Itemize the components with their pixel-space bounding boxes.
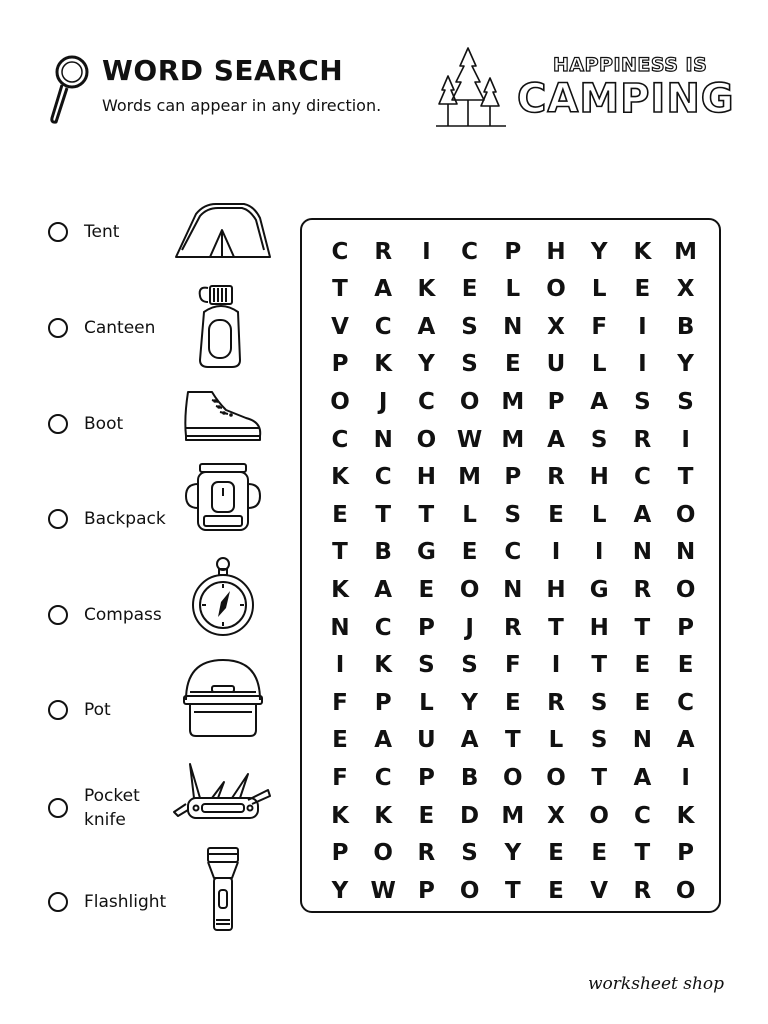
word-label: Pocket knife bbox=[84, 786, 140, 830]
grid-cell[interactable]: T bbox=[375, 501, 392, 528]
grid-cell[interactable]: P bbox=[677, 840, 695, 867]
word-item-flashlight bbox=[48, 882, 166, 922]
grid-cell[interactable]: Y bbox=[331, 877, 349, 904]
word-item-canteen bbox=[48, 308, 155, 348]
grid-cell[interactable]: T bbox=[332, 539, 348, 566]
grid-cell[interactable]: M bbox=[674, 238, 698, 265]
word-label: Canteen bbox=[84, 318, 156, 338]
grid-cell[interactable]: V bbox=[590, 877, 609, 904]
grid-cell[interactable]: A bbox=[590, 388, 609, 415]
grid-cell[interactable]: K bbox=[331, 464, 349, 491]
grid-cell[interactable]: Y bbox=[461, 689, 478, 716]
grid-cell[interactable]: N bbox=[373, 426, 393, 453]
grid-cell[interactable]: L bbox=[505, 276, 521, 303]
grid-cell[interactable]: X bbox=[547, 802, 565, 829]
word-item-compass bbox=[48, 595, 162, 635]
grid-cell[interactable]: J bbox=[465, 614, 474, 641]
grid-cell[interactable]: S bbox=[461, 840, 478, 867]
grid-cell[interactable]: O bbox=[675, 877, 696, 904]
grid-cell[interactable]: F bbox=[332, 764, 348, 791]
grid-cell[interactable]: T bbox=[677, 464, 694, 491]
grid-cell[interactable]: T bbox=[591, 652, 608, 679]
grid-cell[interactable]: O bbox=[330, 388, 350, 415]
grid-cell[interactable]: P bbox=[374, 689, 392, 716]
grid-cell[interactable]: P bbox=[547, 388, 565, 415]
grid-cell[interactable]: H bbox=[589, 614, 609, 641]
grid-cell[interactable]: C bbox=[633, 802, 651, 829]
grid-cell[interactable]: M bbox=[501, 426, 525, 453]
grid-cell[interactable]: F bbox=[591, 313, 608, 340]
grid-cell[interactable]: R bbox=[503, 614, 522, 641]
grid-cell[interactable]: S bbox=[677, 388, 694, 415]
word-label: Compass bbox=[84, 605, 162, 625]
grid-cell[interactable]: O bbox=[546, 276, 566, 303]
grid-cell[interactable]: T bbox=[418, 501, 435, 528]
grid-cell[interactable]: I bbox=[638, 313, 647, 340]
grid-cell[interactable]: E bbox=[504, 689, 521, 716]
grid-cell[interactable]: E bbox=[332, 727, 348, 754]
word-item-pocket-knife bbox=[48, 780, 140, 836]
grid-cell[interactable]: K bbox=[331, 802, 349, 829]
grid-cell[interactable]: T bbox=[591, 764, 608, 791]
grid-cell[interactable]: L bbox=[419, 689, 434, 716]
grid-cell[interactable]: X bbox=[676, 276, 695, 303]
grid-cell[interactable]: B bbox=[676, 313, 695, 340]
grid-cell[interactable]: G bbox=[416, 539, 436, 566]
grid-cell[interactable]: P bbox=[504, 464, 522, 491]
grid-cell[interactable]: K bbox=[331, 576, 349, 603]
grid-cell[interactable]: A bbox=[460, 727, 479, 754]
grid-cell[interactable]: A bbox=[374, 576, 393, 603]
grid-cell[interactable]: S bbox=[634, 388, 651, 415]
grid-cell[interactable]: S bbox=[461, 652, 478, 679]
grid-cell[interactable]: K bbox=[374, 652, 393, 679]
word-item-backpack bbox=[48, 499, 166, 539]
grid-cell[interactable]: R bbox=[633, 877, 652, 904]
flashlight-icon bbox=[206, 846, 240, 934]
word-checkbox[interactable] bbox=[48, 509, 68, 529]
grid-cell[interactable]: J bbox=[378, 388, 388, 415]
grid-cell[interactable]: C bbox=[504, 539, 522, 566]
grid-cell[interactable]: E bbox=[418, 802, 435, 829]
grid-cell[interactable]: S bbox=[504, 501, 522, 528]
grid-cell[interactable]: T bbox=[634, 840, 651, 867]
grid-cell[interactable]: S bbox=[590, 727, 608, 754]
grid-cell[interactable]: R bbox=[547, 464, 565, 491]
word-label: Tent bbox=[84, 222, 120, 242]
grid-cell[interactable]: E bbox=[548, 877, 564, 904]
pot-icon bbox=[182, 656, 264, 742]
grid-cell[interactable]: P bbox=[417, 877, 435, 904]
grid-cell[interactable]: S bbox=[461, 351, 478, 378]
grid-cell[interactable]: C bbox=[374, 764, 392, 791]
grid-cell[interactable]: E bbox=[677, 652, 694, 679]
grid-cell[interactable]: N bbox=[632, 539, 653, 566]
grid-cell[interactable]: S bbox=[418, 652, 435, 679]
grid-cell[interactable]: D bbox=[460, 802, 480, 829]
grid-cell[interactable]: E bbox=[504, 351, 521, 378]
page-title: WORD SEARCH bbox=[102, 54, 344, 87]
grid-cell[interactable]: N bbox=[503, 313, 523, 340]
grid-cell[interactable]: C bbox=[331, 426, 349, 453]
grid-cell[interactable]: B bbox=[374, 539, 392, 566]
grid-cell[interactable]: X bbox=[547, 313, 565, 340]
grid-cell[interactable]: R bbox=[374, 238, 393, 265]
grid-cell[interactable]: C bbox=[677, 689, 695, 716]
word-checkbox[interactable] bbox=[48, 798, 68, 818]
grid-cell[interactable]: H bbox=[589, 464, 609, 491]
grid-cell[interactable]: C bbox=[417, 388, 435, 415]
grid-cell[interactable]: P bbox=[677, 614, 695, 641]
brand-signature: worksheet shop bbox=[588, 974, 725, 994]
grid-cell[interactable]: C bbox=[331, 238, 349, 265]
grid-cell[interactable]: O bbox=[416, 426, 437, 453]
grid-cell[interactable]: N bbox=[632, 727, 653, 754]
grid-cell[interactable]: E bbox=[461, 276, 478, 303]
grid-cell[interactable]: M bbox=[501, 802, 525, 829]
grid-cell[interactable]: I bbox=[422, 238, 431, 265]
grid-cell[interactable]: I bbox=[335, 652, 345, 679]
grid-cell[interactable]: P bbox=[331, 840, 349, 867]
grid-cell[interactable]: A bbox=[374, 727, 393, 754]
grid-cell[interactable]: K bbox=[633, 238, 652, 265]
grid-cell[interactable]: U bbox=[546, 351, 566, 378]
grid-cell[interactable]: I bbox=[681, 764, 690, 791]
boot-icon bbox=[182, 388, 264, 444]
grid-cell[interactable]: A bbox=[633, 501, 652, 528]
grid-cell[interactable]: I bbox=[638, 351, 647, 378]
grid-cell[interactable]: R bbox=[633, 426, 652, 453]
grid-cell[interactable]: A bbox=[374, 276, 393, 303]
badge-line-happiness: HAPPINESS IS bbox=[553, 54, 708, 76]
grid-cell[interactable]: T bbox=[548, 614, 564, 641]
grid-cell[interactable]: H bbox=[546, 576, 566, 603]
grid-cell[interactable]: I bbox=[551, 539, 561, 566]
compass-icon bbox=[190, 555, 256, 637]
grid-cell[interactable]: S bbox=[590, 426, 608, 453]
grid-cell[interactable]: F bbox=[504, 652, 521, 679]
grid-cell[interactable]: E bbox=[634, 652, 651, 679]
grid-cell[interactable]: L bbox=[591, 351, 607, 378]
word-item-tent bbox=[48, 212, 119, 252]
grid-cell[interactable]: T bbox=[634, 614, 651, 641]
grid-cell[interactable]: K bbox=[374, 802, 393, 829]
grid-cell[interactable]: O bbox=[459, 576, 480, 603]
grid-cell[interactable]: L bbox=[548, 727, 564, 754]
grid-cell[interactable]: H bbox=[546, 238, 566, 265]
grid-cell[interactable]: H bbox=[416, 464, 437, 491]
word-label: Boot bbox=[84, 414, 124, 434]
grid-cell[interactable]: I bbox=[594, 539, 604, 566]
canteen-icon bbox=[194, 282, 244, 370]
grid-cell[interactable]: L bbox=[462, 501, 477, 528]
word-checkbox[interactable] bbox=[48, 222, 68, 242]
word-checkbox[interactable] bbox=[48, 605, 68, 625]
grid-cell[interactable]: Y bbox=[590, 238, 608, 265]
page-subtitle: Words can appear in any direction. bbox=[102, 96, 382, 115]
grid-cell[interactable]: O bbox=[675, 576, 696, 603]
grid-cell[interactable]: C bbox=[374, 464, 392, 491]
grid-cell[interactable]: E bbox=[548, 501, 564, 528]
grid-cell[interactable]: A bbox=[676, 727, 695, 754]
grid-cell[interactable]: I bbox=[551, 652, 561, 679]
grid-cell[interactable]: P bbox=[417, 764, 435, 791]
grid-cell[interactable]: E bbox=[634, 276, 651, 303]
grid-cell[interactable]: O bbox=[546, 764, 566, 791]
grid-cell[interactable]: E bbox=[591, 840, 608, 867]
grid-cell[interactable]: O bbox=[675, 501, 696, 528]
grid-cell[interactable]: M bbox=[501, 388, 525, 415]
letter-grid bbox=[300, 218, 721, 913]
grid-cell[interactable]: P bbox=[331, 351, 349, 378]
grid-cell[interactable]: R bbox=[417, 840, 436, 867]
grid-cell[interactable]: R bbox=[547, 689, 565, 716]
grid-cell[interactable]: O bbox=[459, 877, 480, 904]
grid-cell[interactable]: W bbox=[370, 877, 396, 904]
grid-cell[interactable]: B bbox=[460, 764, 479, 791]
grid-cell[interactable]: E bbox=[332, 501, 348, 528]
grid-cell[interactable]: L bbox=[591, 501, 607, 528]
grid-cell[interactable]: K bbox=[417, 276, 436, 303]
grid-cell[interactable]: A bbox=[417, 313, 436, 340]
grid-cell[interactable]: A bbox=[547, 426, 565, 453]
grid-cell[interactable]: E bbox=[461, 539, 478, 566]
grid-cell[interactable]: E bbox=[418, 576, 435, 603]
grid-cell[interactable]: T bbox=[504, 727, 521, 754]
grid-cell[interactable]: V bbox=[331, 313, 349, 340]
grid-cell[interactable]: W bbox=[456, 426, 483, 453]
pine-trees-icon bbox=[436, 46, 506, 130]
grid-cell[interactable]: O bbox=[589, 802, 609, 829]
grid-cell[interactable]: Y bbox=[677, 351, 694, 378]
badge-line-camping: CAMPING bbox=[517, 76, 735, 122]
grid-cell[interactable]: N bbox=[503, 576, 523, 603]
grid-cell[interactable]: S bbox=[461, 313, 478, 340]
grid-cell[interactable]: A bbox=[633, 764, 652, 791]
grid-cell[interactable]: Y bbox=[504, 840, 522, 867]
grid-cell[interactable]: K bbox=[676, 802, 695, 829]
word-item-pot bbox=[48, 690, 111, 730]
magnifying-glass-icon bbox=[48, 54, 90, 126]
word-label: Flashlight bbox=[84, 892, 167, 912]
grid-cell[interactable]: C bbox=[633, 464, 651, 491]
grid-cell[interactable]: P bbox=[417, 614, 435, 641]
grid-cell[interactable]: F bbox=[332, 689, 348, 716]
grid-cell[interactable]: U bbox=[417, 727, 436, 754]
grid-cell[interactable]: N bbox=[675, 539, 696, 566]
grid-cell[interactable]: T bbox=[504, 877, 521, 904]
grid-cell[interactable]: O bbox=[373, 840, 393, 867]
word-label: Pot bbox=[84, 700, 111, 720]
grid-cell[interactable]: E bbox=[548, 840, 564, 867]
grid-cell[interactable]: R bbox=[633, 576, 652, 603]
grid-cell[interactable]: C bbox=[461, 238, 479, 265]
grid-cell[interactable]: Y bbox=[418, 351, 435, 378]
grid-cell[interactable]: L bbox=[591, 276, 607, 303]
grid-cell[interactable]: O bbox=[503, 764, 523, 791]
grid-cell[interactable]: P bbox=[504, 238, 522, 265]
grid-cell[interactable]: G bbox=[589, 576, 609, 603]
backpack-icon bbox=[184, 460, 262, 534]
grid-cell[interactable]: C bbox=[374, 313, 392, 340]
grid-cell[interactable]: E bbox=[634, 689, 651, 716]
word-checkbox[interactable] bbox=[48, 892, 68, 912]
grid-cell[interactable]: T bbox=[332, 276, 348, 303]
word-label: Backpack bbox=[84, 509, 166, 529]
grid-cell[interactable]: N bbox=[330, 614, 350, 641]
grid-cell[interactable]: O bbox=[459, 388, 480, 415]
word-checkbox[interactable] bbox=[48, 318, 68, 338]
grid-cell[interactable]: M bbox=[458, 464, 482, 491]
tent-icon bbox=[174, 200, 272, 260]
grid-cell[interactable]: I bbox=[681, 426, 690, 453]
grid-cell[interactable]: S bbox=[590, 689, 608, 716]
word-checkbox[interactable] bbox=[48, 414, 68, 434]
word-item-boot bbox=[48, 404, 123, 444]
grid-cell[interactable]: C bbox=[374, 614, 392, 641]
grid-cell[interactable]: K bbox=[374, 351, 393, 378]
pocket-knife-icon bbox=[172, 760, 274, 826]
word-checkbox[interactable] bbox=[48, 700, 68, 720]
